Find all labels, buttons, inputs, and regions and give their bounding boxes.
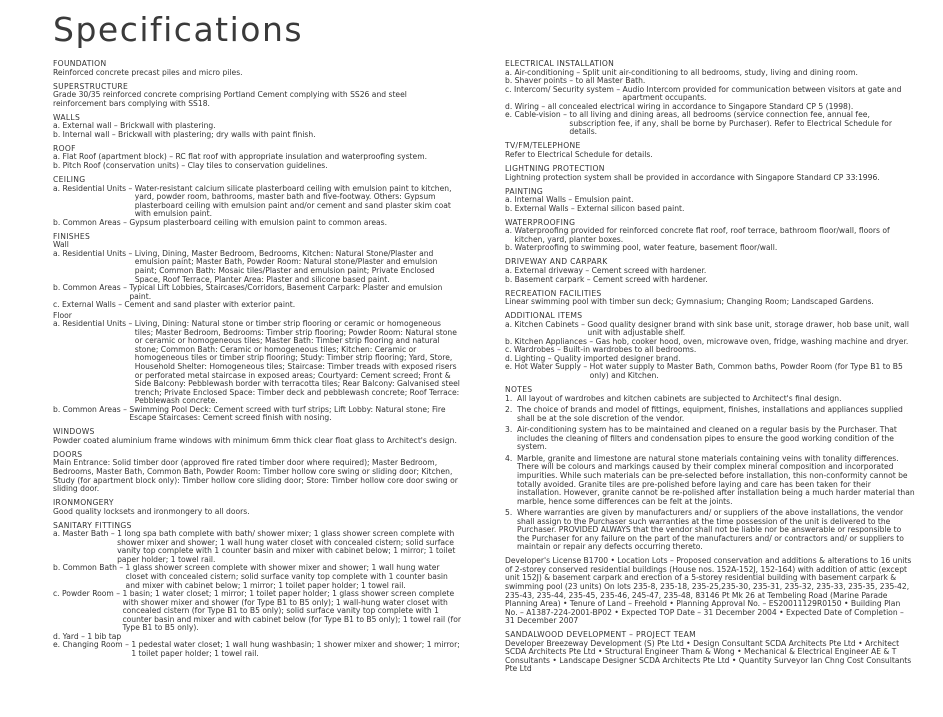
item-text: Living, Dining: Natural stone or timber strip flooring or ceramic or homogeneous tiles; Master Bedroom, Bedrooms: Timber strip flooring; Powder Room: Natural stone or ceramic or homogeneous tiles; Master Bath: Timber strip flooring and natural stone; Common Bath: Ceramic or homogeneous tiles; Kitchen: Ceramic or homogeneous tiles or timber strip flooring; Study: Timber strip flooring; Yard, Store, Household Shelter: Homogeneous tiles; Staircase: Timber treads with exposed risers or perforated metal staircase in exposed areas; Courtyard: Cement screed; Front & Side Balcony: Pebblewash border with terracotta tiles; Rear Balcony: Galvanised steel trench; Private Enclosed Space: Timber deck and pebblewash concrete; Roof Terrace: Pebblewash concrete.	[134, 319, 460, 406]
note-text: Air-conditioning system has to be maintained and cleaned on a regular basis by the Purchaser. That includes the cleaning of filters and condensation pipes to ensure the good working condition of the system.	[517, 425, 897, 452]
item-text: Waterproofing to swimming pool, water feature, basement floor/wall.	[514, 243, 778, 253]
item-label: a. Residential Units –	[53, 248, 135, 258]
license-block: Developer's License B1700 • Location Lots – Proposed conservation and additions & alterations to 16 units of 2-storey conserved residential buildings (House nos. 152A-152J, 152-164) with addition of attic (except unit 152J) & basement carpark and erection of a 5-storey residential building with basement carpark & swimming pool (23 units) On lots 235-8, 235-18, 235-25,235-30, 235-31, 235-32, 235-33, 235-35, 235-42, 235-43, 235-44, 235-45, 235-46, 245-47, 235-48, 83146 Pt Mk 26 at Tembeling Road (Marine Parade Planning Area) • Tenure of Land – Freehold • Planning Approval No. – ES20011129R0150 • Building Plan No. – A1387-224-2001-BP02 • Expected TOP Date – 31 December 2004 • Expected Date of Completion – 31 December 2007	[505, 556, 912, 626]
item-label: d. Lighting –	[505, 353, 554, 363]
section-windows	[53, 428, 461, 445]
section-notes	[505, 386, 915, 552]
section-heading: ADDITIONAL ITEMS	[505, 311, 583, 321]
section-roof	[53, 145, 461, 171]
section-driveway	[505, 258, 915, 284]
list-item	[53, 250, 461, 284]
list-item	[53, 131, 461, 140]
item-label: c. External Walls –	[53, 300, 125, 310]
section-electrical	[505, 60, 915, 137]
section-heading: SANDALWOOD DEVELOPMENT – PROJECT TEAM	[505, 630, 696, 640]
section-heading: DOORS	[53, 449, 83, 459]
item-text: Quality imported designer brand.	[553, 353, 681, 363]
note-text: Marble, granite and limestone are natural stone materials containing veins with tonality differences. There will be colours and markings caused by their complex mineral composition and incorporated impurities. While such materials can be pre-selected before installation, this non-conformity cannot be totally avoided. Granite tiles are pre-polished before laying and care has been taken for their installation. However, granite cannot be re-polished after installation being a much harder material than marble, hence some differences can be felt at the joints.	[517, 453, 915, 506]
page-title: Specifications	[53, 10, 304, 49]
note-number: 1.	[505, 393, 513, 403]
section-heading: LIGHTNING PROTECTION	[505, 164, 605, 174]
section-text: Good quality locksets and ironmongery to all doors.	[53, 506, 250, 516]
section-lightning	[505, 165, 915, 182]
section-heading: ROOF	[53, 143, 76, 153]
section-heading: IRONMONGERY	[53, 498, 114, 508]
item-label: b. Common Areas –	[53, 217, 130, 227]
item-text: Built-in wardrobes to all bedrooms.	[563, 345, 697, 355]
item-text: Typical Lift Lobbies, Staircases/Corridors, Basement Carpark: Plaster and emulsion paint.	[129, 283, 443, 301]
section-sanitary	[53, 522, 461, 659]
section-ironmongery	[53, 499, 461, 516]
item-text: Gypsum plasterboard ceiling with emulsion paint to common areas.	[129, 217, 388, 227]
list-item	[505, 363, 915, 380]
item-text: to all living and dining areas, all bedrooms (service connection fee, annual fee, subscription fee, if any, shall be borne by Purchaser). Refer to Electrical Schedule for details.	[569, 110, 892, 137]
item-text: Split unit air-conditioning to all bedrooms, study, living and dining room.	[582, 67, 858, 77]
section-foundation	[53, 60, 461, 77]
item-text: Hot water supply to Master Bath, Common baths, Powder Room (for Type B1 to B5 only) and Kitchen.	[589, 362, 903, 380]
note-text: All layout of wardrobes and kitchen cabinets are subjected to Architect's final design.	[517, 393, 842, 403]
list-item	[505, 321, 915, 338]
item-text: Cement screed with hardener.	[592, 274, 708, 284]
section-heading: FINISHES	[53, 231, 91, 241]
item-label: b. Pitch Roof (conservation units) –	[53, 160, 188, 170]
list-item	[505, 86, 915, 103]
list-item	[505, 227, 915, 244]
section-heading: WINDOWS	[53, 427, 95, 437]
section-heading: WALLS	[53, 112, 81, 122]
item-label: b.	[505, 243, 515, 253]
note-text: Where warranties are given by manufacturers and/ or suppliers of the above installations, the vendor shall assign to the Purchaser such warranties at the time possession of the unit is delivered to the Purchaser. PROVIDED ALWAYS that the vendor shall not be liable nor be answerable or responsible to the Purchaser for any failure on the part of the manufacturers and/ or contractors and/ or suppliers to maintain or repair any defects occurring thereto.	[517, 508, 904, 552]
list-item	[505, 244, 915, 253]
section-text: Linear swimming pool with timber sun deck; Gymnasium; Changing Room; Landscaped Gardens.	[505, 297, 874, 307]
section-finishes	[53, 233, 461, 423]
list-item	[53, 301, 461, 310]
list-item	[53, 162, 461, 171]
note-item	[505, 509, 915, 552]
list-item	[53, 185, 461, 219]
item-label: a. Flat Roof (apartment block) –	[53, 152, 176, 162]
item-text: 1 glass shower screen complete with shower mixer and shower; 1 wall hung water closet with concealed cistern; solid surface vanity top complete with 1 counter basin and mixer with cabinet below; 1 mirror; 1 toilet paper holder; 1 towel rail.	[125, 563, 448, 590]
section-text: Lightning protection system shall be provided in accordance with Singapore Standard CP 33:1996.	[505, 172, 880, 182]
item-label: a. External driveway –	[505, 265, 592, 275]
item-label: a. Kitchen Cabinets –	[505, 319, 588, 329]
item-label: b. Internal wall –	[53, 129, 119, 139]
item-label: d. Wiring –	[505, 101, 548, 111]
list-item	[505, 276, 915, 285]
section-superstructure	[53, 83, 461, 109]
list-item	[53, 284, 461, 301]
item-label: d. Yard –	[53, 631, 88, 641]
section-heading: RECREATION FACILITIES	[505, 288, 602, 298]
section-text: Reinforced concrete precast piles and micro piles.	[53, 67, 243, 77]
item-label: b. Shaver points –	[505, 76, 576, 86]
section-heading: ELECTRICAL INSTALLATION	[505, 59, 615, 68]
item-label: a. Internal Walls –	[505, 195, 575, 205]
item-text: Swimming Pool Deck: Cement screed with turf strips; Lift Lobby: Natural stone; Fire Escape Staircases: Cement screed finish with nosing.	[129, 404, 446, 423]
note-number: 5.	[505, 508, 513, 518]
section-text: Powder coated aluminium frame windows with minimum 6mm thick clear float glass to Architect's design.	[53, 435, 457, 445]
section-heading: WATERPROOFING	[505, 217, 576, 227]
section-heading: SUPERSTRUCTURE	[53, 81, 129, 91]
list-item	[53, 530, 461, 564]
section-text: Main Entrance: Solid timber door (approved fire rated timber door where required); Master Bedroom, Bedrooms, Master Bath, Common Bath, Powder Room: Timber hollow core swing or sliding door; Kitchen, Study (for apartment block only): Timber hollow core sliding door; Store: Timber hollow core door swing or sliding door.	[53, 458, 458, 494]
note-item	[505, 426, 915, 452]
item-label: e. Changing Room –	[53, 640, 132, 650]
item-label: c. Intercom/ Security system –	[505, 84, 623, 94]
note-item	[505, 406, 915, 423]
item-text: Clay tiles to conservation guidelines.	[187, 160, 328, 170]
item-text: Brickwall with plastering; dry walls with paint finish.	[118, 129, 316, 139]
item-label: e. Hot Water Supply –	[505, 362, 590, 372]
list-item	[53, 320, 461, 405]
item-label: a. Master Bath –	[53, 529, 118, 539]
item-text: 1 basin; 1 water closet; 1 mirror; 1 toilet paper holder; 1 glass shower screen complete with shower mixer and shower (for Type B1 to B5 only); 1 wall-hung water closet with concealed cistern (for Type B1 to B5 only); solid surface vanity top complete with 1 counter basin and mixer and with cabinet below (for Type B1 to B5 only); 1 towel rail (for Type B1 to B5 only).	[122, 589, 461, 633]
item-text: 1 long spa bath complete with bath/ shower mixer; 1 glass shower screen complete with shower mixer and shower; 1 wall hung water closet with concealed cistern; solid surface vanity top complete with 1 counter basin and mixer with cabinet below; 1 mirror; 1 toilet paper holder; 1 towel rail.	[117, 529, 456, 564]
subheading-wall: Wall	[53, 240, 69, 250]
item-text: to all Master Bath.	[575, 76, 646, 86]
item-text: 1 pedestal water closet; 1 wall hung washbasin; 1 shower mixer and shower; 1 mirror; 1 toilet paper holder; 1 towel rail.	[131, 640, 460, 658]
section-text: Grade 30/35 reinforced concrete comprising Portland Cement complying with SS26 and steel reinforcement bars complying with SS18.	[53, 90, 407, 108]
section-text: Refer to Electrical Schedule for details.	[505, 149, 653, 159]
item-label: a. Residential Units –	[53, 183, 135, 193]
note-number: 3.	[505, 425, 513, 435]
item-text: Waterproofing provided for reinforced concrete flat roof, roof terrace, bathroom floor/wall, floors of kitchen, yard, planter boxes.	[514, 226, 890, 244]
item-label: b. Basement carpark –	[505, 274, 593, 284]
item-label: a. Air-conditioning –	[505, 67, 583, 77]
section-heading: SANITARY FITTINGS	[53, 520, 132, 530]
list-item	[53, 564, 461, 590]
section-heading: CEILING	[53, 175, 86, 185]
right-column	[505, 60, 915, 680]
section-heading: NOTES	[505, 385, 533, 395]
list-item	[505, 111, 915, 137]
subheading-floor: Floor	[53, 310, 72, 320]
item-text: External silicon based paint.	[577, 203, 685, 213]
section-project-team	[505, 631, 915, 674]
list-item	[53, 641, 461, 658]
note-item	[505, 455, 915, 506]
section-additional	[505, 312, 915, 380]
item-text: Water-resistant calcium silicate plasterboard ceiling with emulsion paint to kitchen, yard, powder room, bathrooms, master bath and five-footway. Others: Gypsum plasterboard ceiling with emulsion paint and/or cement and sand plaster skim coat with emulsion paint.	[134, 183, 452, 219]
section-painting	[505, 188, 915, 214]
item-label: b. Common Areas –	[53, 283, 130, 293]
item-label: b. Common Bath –	[53, 563, 126, 573]
item-text: Gas hob, cooker hood, oven, microwave oven, fridge, washing machine and dryer.	[595, 336, 909, 346]
section-doors	[53, 451, 461, 494]
list-item	[53, 590, 461, 633]
item-label: a. Residential Units –	[53, 319, 135, 329]
item-text: Cement screed with hardener.	[591, 265, 707, 275]
item-label: b. Kitchen Appliances –	[505, 336, 596, 346]
item-label: b. Common Areas –	[53, 404, 130, 414]
item-text: Brickwall with plastering.	[120, 121, 216, 131]
section-heading: PAINTING	[505, 186, 544, 196]
item-text: 1 bib tap	[87, 631, 122, 641]
section-recreation	[505, 290, 915, 307]
item-label: c. Powder Room –	[53, 589, 123, 599]
item-label: e. Cable-vision –	[505, 110, 570, 120]
list-item	[505, 205, 915, 214]
note-text: The choice of brands and model of fittings, equipment, finishes, installations and appliances supplied shall be at the sole discretion of the vendor.	[517, 405, 903, 423]
item-text: Cement and sand plaster with exterior paint.	[124, 300, 296, 310]
item-text: RC flat roof with appropriate insulation and waterproofing system.	[175, 152, 428, 162]
section-ceiling	[53, 176, 461, 227]
section-text: Developer Breezeway Development (S) Pte Ltd • Design Consultant SCDA Architects Pte Ltd • Architect SCDA Architects Pte Ltd • Structural Engineer Tham & Wong • Mechanical & Electrical Engineer AE & T Consultants • Landscape Designer SCDA Architects Pte Ltd • Quantity Surveyor Ian Chng Cost Consultants Pte Ltd	[505, 638, 912, 674]
section-heading: DRIVEWAY AND CARPARK	[505, 257, 608, 267]
section-waterproofing	[505, 219, 915, 253]
section-tv	[505, 142, 915, 159]
item-label: a.	[505, 226, 515, 236]
item-text: all concealed electrical wiring in accordance to Singapore Standard CP 5 (1998).	[547, 101, 854, 111]
item-label: a. External wall –	[53, 121, 121, 131]
section-walls	[53, 114, 461, 140]
note-number: 2.	[505, 405, 513, 415]
list-item	[53, 406, 461, 423]
item-text: Living, Dining, Master Bedroom, Bedrooms, Kitchen: Natural Stone/Plaster and emulsion paint; Master Bath, Powder Room: Natural stone/Plaster and emulsion paint; Common Bath: Mosaic tiles/Plaster and emulsion paint; Private Enclosed Space, Roof Terrace, Planter Area: Plaster and silicone based paint.	[134, 248, 438, 284]
section-heading: TV/FM/TELEPHONE	[505, 141, 581, 151]
item-text: Emulsion paint.	[574, 195, 634, 205]
left-column	[53, 60, 461, 664]
item-text: Audio Intercom provided for communication between visitors at gate and apartment occupants.	[622, 84, 902, 103]
note-item	[505, 395, 915, 404]
list-item	[53, 219, 461, 228]
item-label: c. Wardrobes –	[505, 345, 564, 355]
item-label: b. External Walls –	[505, 203, 578, 213]
section-heading: FOUNDATION	[53, 59, 107, 68]
item-text: Good quality designer brand with sink base unit, storage drawer, hob base unit, wall unit with adjustable shelf.	[587, 319, 910, 338]
note-number: 4.	[505, 453, 513, 463]
